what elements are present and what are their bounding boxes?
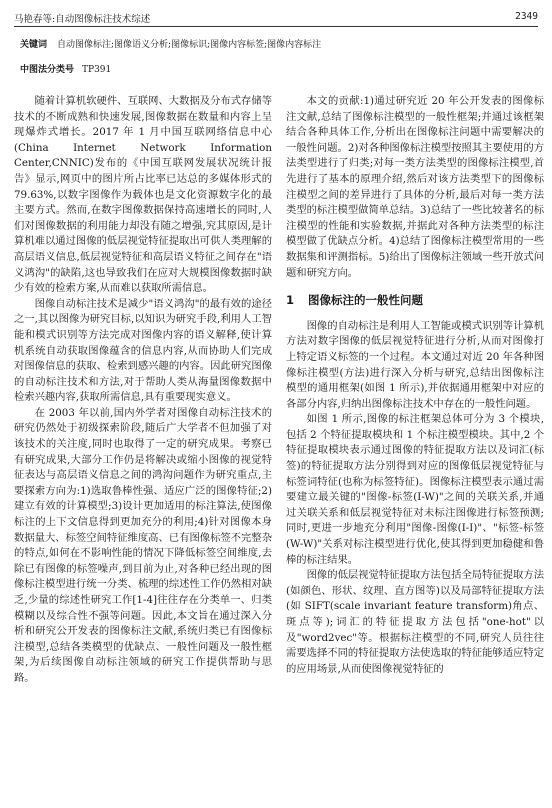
keywords-text: 自动图像标注;图像语义分析;图像标识;图像内容标签;图像内容标注: [57, 40, 322, 50]
left-paragraph-2: 图像自动标注技术是减少"语义鸿沟"的最有效的途径之一,其以图像为研究目标,以知识为研究手段,利用人工智能和模式识别等方法完成对图像内容的语义解释,使计算机系统自动获取图像蕴含的信息内容,从而协助人们完成对图像信息的获取、检索到感兴趣的内容。因此研究图像的自动标注技术和方法,对于帮助人类从海量图像数据中检索兴趣内容,获取所需信息,具有重要现实意义。: [14, 297, 272, 404]
right-paragraph-4: 图像的低层视觉特征提取方法包括全局特征提取方法(如颜色、形状、纹理、直方图等)以及局部特征提取方法(如 SIFT(scale invariant feature transform)角点、斑点等);词汇的特征提取方法包括"one-hot"以及"word2vec"等。根据标注模型的不同,研究人员往往需要选择不同的特征提取方法使选取的特征能够适应特定的应用场景,从而使图像视觉特征的: [286, 569, 544, 675]
left-paragraph-1: 随着计算机软硬件、互联网、大数据及分布式存储等技术的不断成熟和快速发展,图像数据在数量和内容上呈现爆炸式增长。2017 年 1 月中国互联网络信息中心(China Internet Network Information Center,CNNIC)发布的《中国互联网发展状况统计报告》显示,网页中的图片所占比率已达总的多媒体形式的 79.63%,以数字图像作为载体也是文化资源数字化的最主要方式。然而,在数字图像数据保持高速增长的同时,人们对图像数据的利用能力却没有随之增强,究其原因,是计算机难以通过图像的低层视觉特征提取出可供人类理解的高层语义信息,低层视觉特征和高层语义特征之间存在"语义鸿沟"的缺陷,这也导致我们在应对大规模图像数据时缺少有效的检索方案,从而难以获取所需信息。: [14, 95, 272, 295]
page-number: 2349: [515, 11, 538, 22]
classification-number: [20, 62, 111, 75]
right-paragraph-1: 本文的贡献:1)通过研究近 20 年公开发表的图像标注文献,总结了图像标注模型的一般性框架;并通过该框架结合各种具体工作,分析出在图像标注问题中需要解决的一般性问题。2)对各种图像标注模型按照其主要使用的方法类型进行了归类;对每一类方法类型的图像标注模型,首先进行了基本的原理介绍,然后对该方法类型下的图像标注模型之间的差异进行了具体的分析,最后对每一类方法类型的标注模型做简单总结。3)总结了一些比较著名的标注模型的性能和实验数据,并据此对各种方法类型的标注模型做了优缺点分析。4)总结了图像标注模型常用的一些数据集和评测指标。5)给出了图像标注领域一些开放式问题和研究方向。: [286, 95, 544, 279]
running-header: [14, 8, 538, 27]
section-title: 图像标注的一般性问题: [308, 293, 424, 308]
section-heading: [286, 293, 544, 309]
right-column: [286, 94, 544, 677]
left-paragraph-3: 在 2003 年以前,国内外学者对图像自动标注技术的研究仍然处于初级探索阶段,随后广大学者不但加强了对该技术的关注度,同时也取得了一定的研究成果。考察已有研究成果,大部分工作仍是将解决或缩小图像的视觉特征表达与高层语义信息之间的鸿沟问题作为研究重点,主要探索方向为:1)选取鲁棒性强、适应广泛的图像特征;2)建立有效的计算模型;3)设计更加适用的标注算法,使图像标注的上下文信息得到更加充分的利用;4)针对图像本身数据量大、标签空间特征维度高、已有图像标签不完整杂的特点,如何在不影响性能的情况下降低标签空间维度,去除已有图像的标签噪声,到目前为止,对各种已经出现的图像标注模型进行统一分类、梳理的综述性工作仍然相对缺乏,少量的综述性研究工作[1-4]往往存在分类单一、归类模糊以及综合性不强等问题。因此,本文旨在通过深入分析和研究公开发表的图像标注文献,系统归类已有图像标注模型,总结各类模型的优缺点、一般性问题及一般性框架,为后续图像自动标注领域的研究工作提供帮助与思路。: [14, 406, 272, 684]
section-number: 1: [286, 293, 295, 308]
right-paragraph-2: 图像的自动标注是利用人工智能或模式识别等计算机方法对数字图像的低层视觉特征进行分析,从而对图像打上特定语义标签的一个过程。本文通过对近 20 年各种图像标注模型(方法)进行深入分析与研究,总结出图像标注模型的通用框架(如图 1 所示),并依据通用框架中对应的各部分内容,归纳出图像标注技术中存在的一般性问题。: [286, 319, 544, 410]
keywords: [20, 38, 530, 52]
keywords-label: 关键词: [20, 40, 48, 50]
left-column: [14, 94, 272, 687]
clc-text: TP391: [82, 65, 112, 75]
clc-label: 中图法分类号: [20, 65, 75, 75]
right-paragraph-3: 如图 1 所示,图像的标注框架总体可分为 3 个模块,包括 2 个特征提取模块和 1 个标注模型模块。其中,2 个特征提取模块表示通过图像的特征提取方法以及词汇(标签)的特征提取方法分别得到对应的图像低层视觉特征与标签词特征(也称为标签特征)。图像标注模型表示通过需要建立最关键的"图像-标签(I-W)"之间的关联关系,并通过关联关系和低层视觉特征对未标注图像进行标签预测;同时,更进一步地充分利用"图像-图像(I-I)"、"标签-标签(W-W)"关系对标注模型进行优化,使其得到更加稳健和鲁棒的标注结果。: [286, 413, 544, 566]
header-authors-title: 马艳春等:自动图像标注技术综述: [14, 14, 151, 25]
